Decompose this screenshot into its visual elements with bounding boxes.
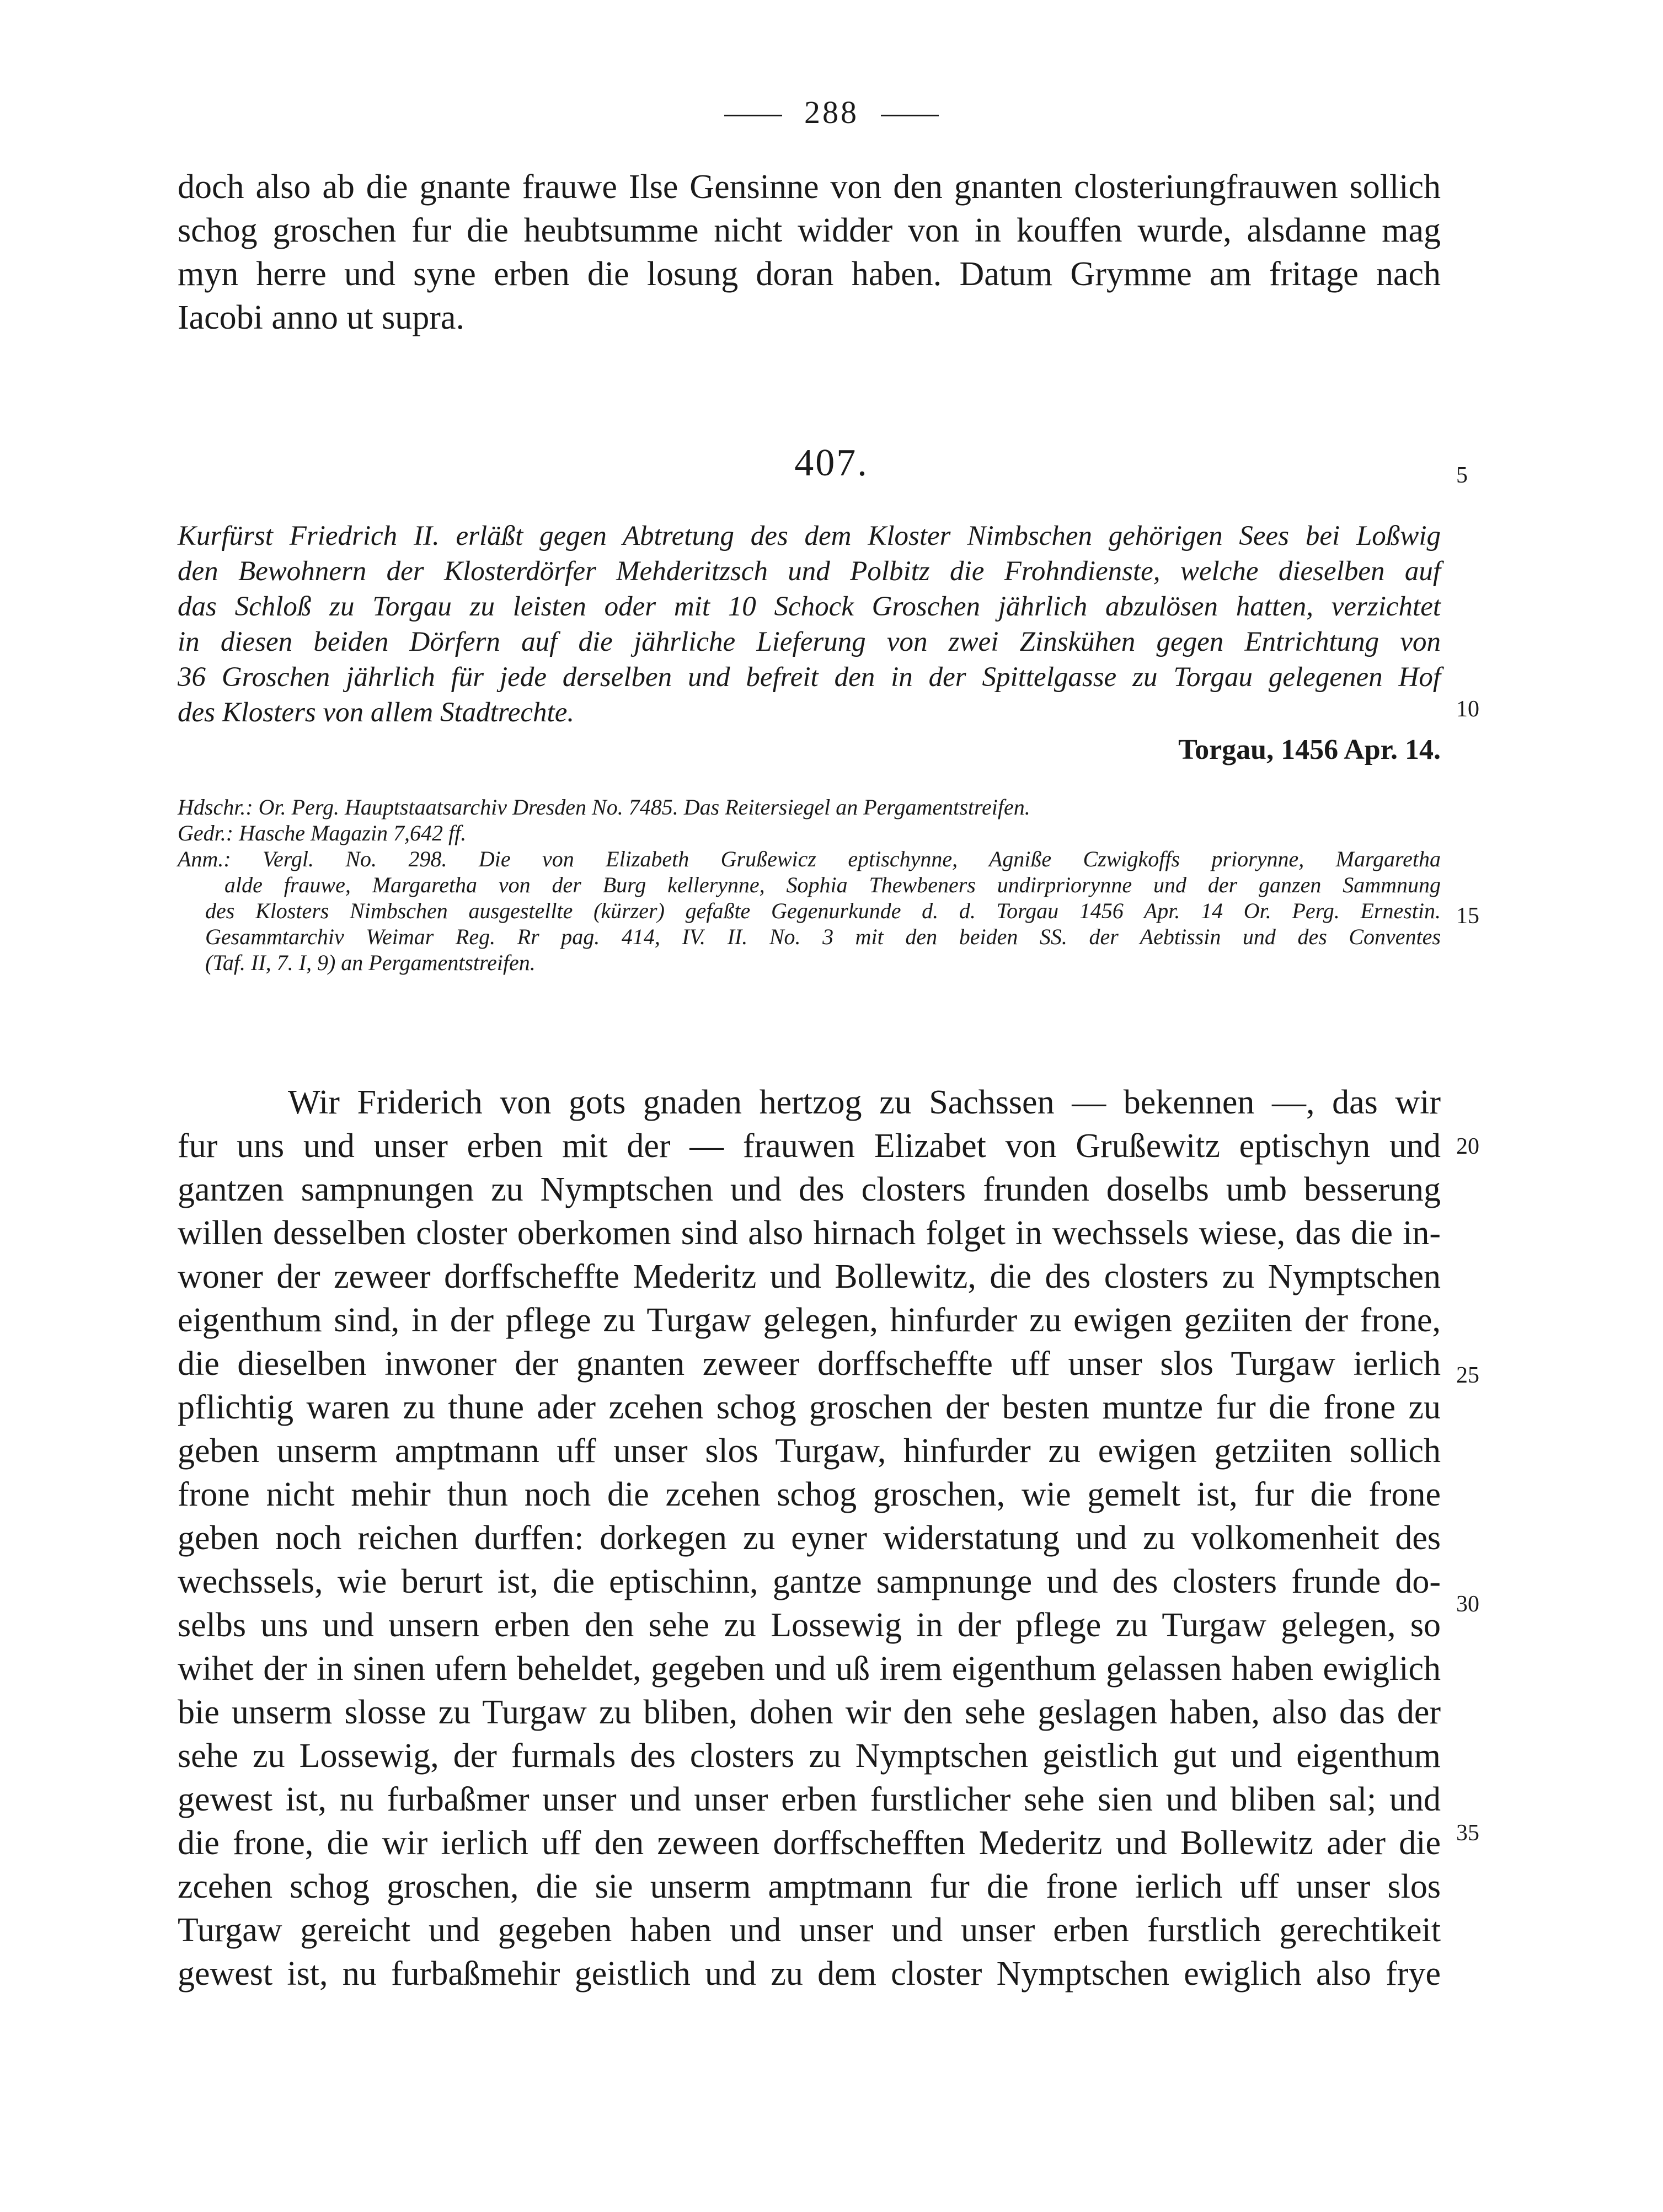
body-line: gewest ist, nu furbaßmer unser und unser erben furstlicher sehe sien und bliben sal; und (178, 1781, 1441, 1818)
header-rule-left (724, 115, 782, 116)
body-line: eigenthum sind, in der pflege zu Turgaw gelegen, hinfurder zu ewigen geziiten der frone, (178, 1302, 1441, 1339)
dateline: Torgau, 1456 Apr. 14. (1178, 734, 1441, 765)
body-line: bie unserm slosse zu Turgaw zu bliben, dohen wir den sehe geslagen haben, also das der (178, 1694, 1441, 1731)
body-line: willen desselben closter oberkomen sind also hirnach folget in wechssels wiese, das die in- (178, 1214, 1441, 1252)
summary-line: das Schloß zu Torgau zu leisten oder mit 10 Schock Groschen jährlich abzulösen hatten, verzichtet (178, 591, 1441, 622)
body-line: Wir Friderich von gots gnaden hertzog zu Sachssen — bekennen —, das wir (288, 1084, 1441, 1121)
note-line: Gedr.: Hasche Magazin 7,642 ff. (178, 821, 467, 845)
summary-line: den Bewohnern der Klosterdörfer Mehderitzsch und Polbitz die Frohndienste, welche dieselben auf (178, 556, 1441, 587)
page-header (0, 94, 1663, 131)
body-line: frone nicht mehir thun noch die zcehen schog groschen, wie gemelt ist, fur die frone (178, 1476, 1441, 1513)
body-line: selbs uns und unsern erben den sehe zu Lossewig in der pflege zu Turgaw gelegen, so (178, 1606, 1441, 1644)
note-line: Hdschr.: Or. Perg. Hauptstaatsarchiv Dresden No. 7485. Das Reitersiegel an Pergamentstreifen. (178, 795, 1030, 820)
line-number-marker: 15 (1456, 903, 1479, 929)
header-rule-right (881, 115, 939, 116)
summary-line: in diesen beiden Dörfern auf die jährliche Lieferung von zwei Zinskühen gegen Entrichtung von (178, 626, 1441, 657)
note-line: (Taf. II, 7. I, 9) an Pergamentstreifen. (205, 950, 536, 975)
body-line: wechssels, wie berurt ist, die eptischinn, gantze sampnunge und des closters frunde do- (178, 1563, 1441, 1600)
line-number-marker: 20 (1456, 1134, 1479, 1159)
body-line: sehe zu Lossewig, der furmals des closters zu Nymptschen geistlich gut und eigenthum (178, 1737, 1441, 1775)
body-line: wihet der in sinen ufern beheldet, gegeben und uß irem eigenthum gelassen haben ewiglich (178, 1650, 1441, 1688)
line-number-marker: 30 (1456, 1592, 1479, 1617)
body-line: fur uns und unser erben mit der — frauwen Elizabet von Grußewitz eptischyn und (178, 1127, 1441, 1165)
summary-line: 36 Groschen jährlich für jede derselben und befreit den in der Spittelgasse zu Torgau gelegenen Hof (178, 662, 1441, 693)
text-line: schog groschen fur die heubtsumme nicht widder von in kouffen wurde, alsdanne mag (178, 212, 1441, 249)
note-line: alde frauwe, Margaretha von der Burg kellerynne, Sophia Thewbeners undirpriorynne und der ganzen Sammnung (224, 872, 1441, 897)
note-line: Anm.: Vergl. No. 298. Die von Elizabeth Grußewicz eptischynne, Agniße Czwigkoffs priorynne, Margaretha (178, 847, 1441, 871)
document-summary (178, 518, 1441, 730)
summary-line: Kurfürst Friedrich II. erläßt gegen Abtretung des dem Kloster Nimbschen gehörigen Sees bei Loßwig (178, 521, 1441, 551)
body-line: geben noch reichen durffen: dorkegen zu eyner widerstatung und zu volkomenheit des (178, 1519, 1441, 1557)
continuation-text (178, 165, 1441, 340)
body-line: woner der zeweer dorffscheffte Mederitz und Bollewitz, die des closters zu Nymptschen (178, 1258, 1441, 1295)
body-line: geben unserm amptmann uff unser slos Turgaw, hinfurder zu ewigen getziiten sollich (178, 1432, 1441, 1470)
body-line: die dieselben inwoner der gnanten zeweer dorffscheffte uff unser slos Turgaw ierlich (178, 1345, 1441, 1383)
text-line: Iacobi anno ut supra. (178, 299, 464, 336)
note-line: des Klosters Nimbschen ausgestellte (kürzer) gefaßte Gegenurkunde d. d. Torgau 1456 Apr. 14 Or. Perg. Ernestin. (205, 898, 1441, 923)
body-line: die frone, die wir ierlich uff den zeween dorffschefften Mederitz und Bollewitz ader die (178, 1824, 1441, 1862)
text-line: doch also ab die gnante frauwe Ilse Gensinne von den gnanten closteriungfrauwen sollich (178, 168, 1441, 206)
line-number-marker: 10 (1456, 697, 1479, 722)
document-body (178, 1081, 1441, 1996)
document-number: 407. (794, 442, 869, 484)
source-notes (178, 794, 1441, 976)
page-number: 288 (804, 94, 859, 130)
body-line: Turgaw gereicht und gegeben haben und unser und unser erben furstlich gerechtikeit (178, 1911, 1441, 1949)
line-number-marker: 25 (1456, 1363, 1479, 1388)
text-line: myn herre und syne erben die losung doran haben. Datum Grymme am fritage nach (178, 255, 1441, 293)
body-line: zcehen schog groschen, die sie unserm amptmann fur die frone ierlich uff unser slos (178, 1868, 1441, 1905)
line-number-marker: 35 (1456, 1820, 1479, 1846)
note-line: Gesammtarchiv Weimar Reg. Rr pag. 414, IV. II. No. 3 mit den beiden SS. der Aebtissin und des Conventes (205, 924, 1441, 949)
summary-line: des Klosters von allem Stadtrechte. (178, 697, 575, 728)
line-number-marker: 5 (1456, 463, 1468, 488)
body-line: pflichtig waren zu thune ader zcehen schog groschen der besten muntze fur die frone zu (178, 1389, 1441, 1426)
body-line: gantzen sampnungen zu Nymptschen und des closters frunden doselbs umb besserung (178, 1171, 1441, 1208)
body-line: gewest ist, nu furbaßmehir geistlich und zu dem closter Nymptschen ewiglich also frye (178, 1955, 1441, 1993)
